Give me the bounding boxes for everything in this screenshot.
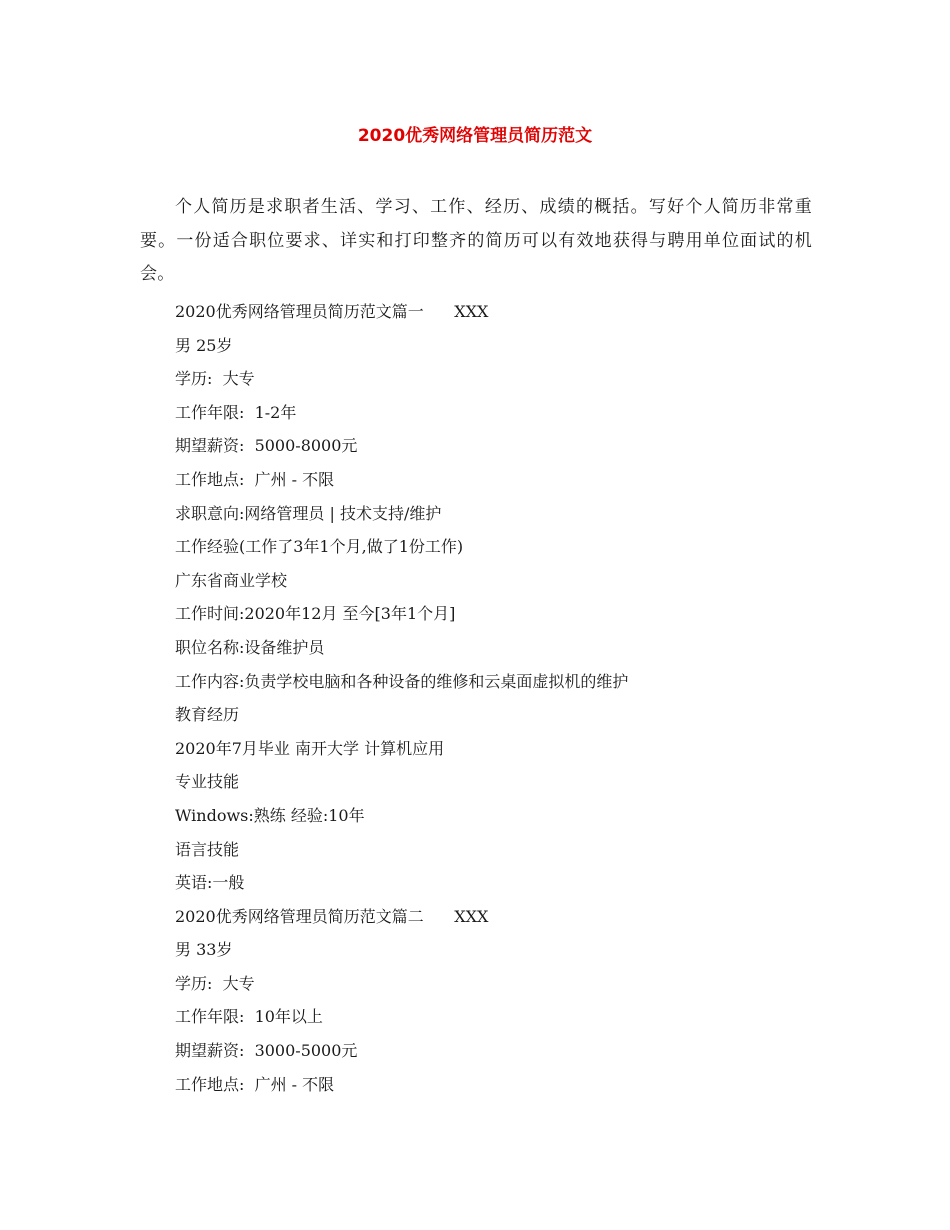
resume-line: 工作内容:负责学校电脑和各种设备的维修和云桌面虚拟机的维护 [175, 671, 629, 691]
resume-line: 工作经验(工作了3年1个月,做了1份工作) [175, 537, 464, 557]
resume-line: 2020优秀网络管理员简历范文篇二 XXX [175, 906, 489, 926]
intro-paragraph: 个人简历是求职者生活、学习、工作、经历、成绩的概括。写好个人简历非常重要。一份适合职位要求、详实和打印整齐的简历可以有效地获得与聘用单位面试的机会。 [140, 197, 812, 284]
resume-line: 2020年7月毕业 南开大学 计算机应用 [175, 738, 445, 758]
resume-line: 男 25岁 [175, 335, 233, 355]
resume-line: 广东省商业学校 [175, 570, 288, 590]
resume-line: 期望薪资: 3000-5000元 [175, 1041, 358, 1061]
resume-line: 学历: 大专 [175, 369, 255, 389]
resume-lines [175, 295, 815, 1101]
resume-line: 工作地点: 广州 - 不限 [175, 469, 335, 489]
resume-line: 职位名称:设备维护员 [175, 637, 325, 657]
document-title: 2020优秀网络管理员简历范文 [357, 126, 593, 146]
resume-line: 工作年限: 10年以上 [175, 1007, 323, 1027]
resume-line: 教育经历 [175, 705, 240, 725]
resume-line: 专业技能 [175, 772, 240, 792]
resume-line: 期望薪资: 5000-8000元 [175, 436, 358, 456]
resume-line: Windows:熟练 经验:10年 [175, 805, 365, 825]
resume-line: 工作时间:2020年12月 至今[3年1个月] [175, 604, 456, 624]
resume-line: 男 33岁 [175, 940, 233, 960]
resume-line: 2020优秀网络管理员简历范文篇一 XXX [175, 302, 489, 321]
resume-line: 求职意向:网络管理员 | 技术支持/维护 [175, 503, 442, 523]
resume-line: 工作年限: 1-2年 [175, 402, 297, 422]
resume-line: 学历: 大专 [175, 973, 255, 993]
resume-line: 英语:一般 [175, 873, 245, 893]
resume-line: 工作地点: 广州 - 不限 [175, 1074, 335, 1094]
resume-line: 语言技能 [175, 839, 240, 859]
